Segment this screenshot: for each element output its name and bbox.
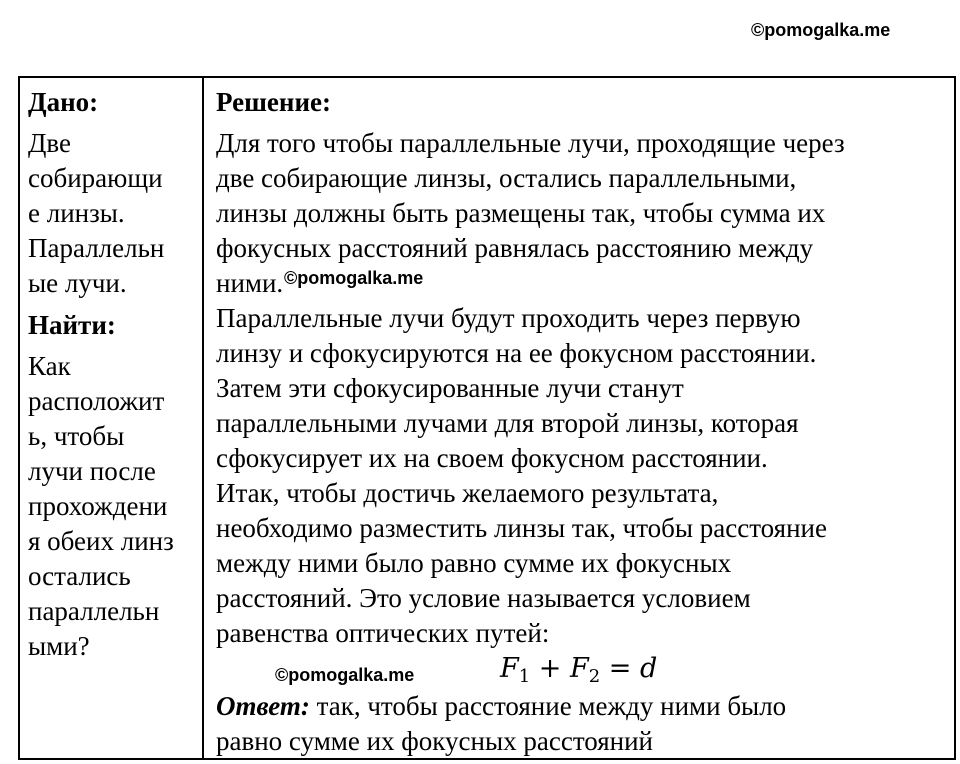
- find-line: остались: [28, 561, 131, 591]
- solution-line: линзы должны быть размещены так, чтобы сумма их: [216, 198, 826, 228]
- solution-line: расстояний. Это условие называется условием: [216, 583, 751, 613]
- solution-line: Для того чтобы параллельные лучи, проходящие через: [216, 128, 845, 158]
- watermark-bottom: ©pomogalka.me: [275, 665, 415, 685]
- watermark-top: ©pomogalka.me: [751, 20, 891, 40]
- solution-line: линзу и сфокусируются на ее фокусном расстоянии.: [216, 338, 817, 368]
- formula: $F_1 + F_2 = d$: [500, 653, 658, 687]
- answer-label: Ответ:: [216, 691, 310, 721]
- find-line: ь, чтобы: [28, 421, 125, 451]
- given-line: ые лучи.: [28, 268, 127, 298]
- solution-line: ними.: [216, 268, 284, 298]
- given-line: е линзы.: [28, 198, 125, 228]
- solution-line: Итак, чтобы достичь желаемого результата,: [216, 478, 719, 508]
- find-line: Как: [28, 351, 71, 381]
- solution-line: сфокусирует их на своем фокусном расстоянии.: [216, 443, 768, 473]
- given-column: [20, 78, 204, 758]
- solution-heading: Решение:: [216, 87, 331, 117]
- given-line: Параллельн: [28, 233, 165, 263]
- answer-text: так, чтобы расстояние между ними было: [309, 691, 787, 721]
- solution-column: [204, 78, 954, 764]
- watermark-middle: ©pomogalka.me: [284, 268, 424, 288]
- find-line: я обеих линз: [28, 526, 174, 556]
- solution-line: равенства оптических путей:: [216, 618, 550, 648]
- solution-line: две собирающие линзы, остались параллельными,: [216, 163, 797, 193]
- solution-line: между ними было равно сумме их фокусных: [216, 548, 732, 578]
- find-text: [28, 349, 202, 664]
- solution-line: Параллельные лучи будут проходить через первую: [216, 303, 801, 333]
- given-heading: Дано:: [28, 87, 99, 117]
- find-heading: Найти:: [28, 310, 116, 340]
- given-line: Две: [28, 128, 71, 158]
- solution-table: [18, 76, 956, 760]
- solution-text: [216, 126, 942, 651]
- solution-line: параллельными лучами для второй линзы, которая: [216, 408, 799, 438]
- answer-line: равно сумме их фокусных расстояний: [216, 726, 654, 756]
- find-line: лучи после: [28, 456, 156, 486]
- solution-line: необходимо разместить линзы так, чтобы расстояние: [216, 513, 827, 543]
- solution-line: Затем эти сфокусированные лучи станут: [216, 373, 684, 403]
- solution-line: фокусных расстояний равнялась расстоянию между: [216, 233, 814, 263]
- find-line: ыми?: [28, 631, 90, 661]
- find-line: расположит: [28, 386, 165, 416]
- given-line: собирающи: [28, 163, 163, 193]
- given-text: [28, 126, 202, 301]
- find-line: прохождени: [28, 491, 168, 521]
- find-line: параллельн: [28, 596, 160, 626]
